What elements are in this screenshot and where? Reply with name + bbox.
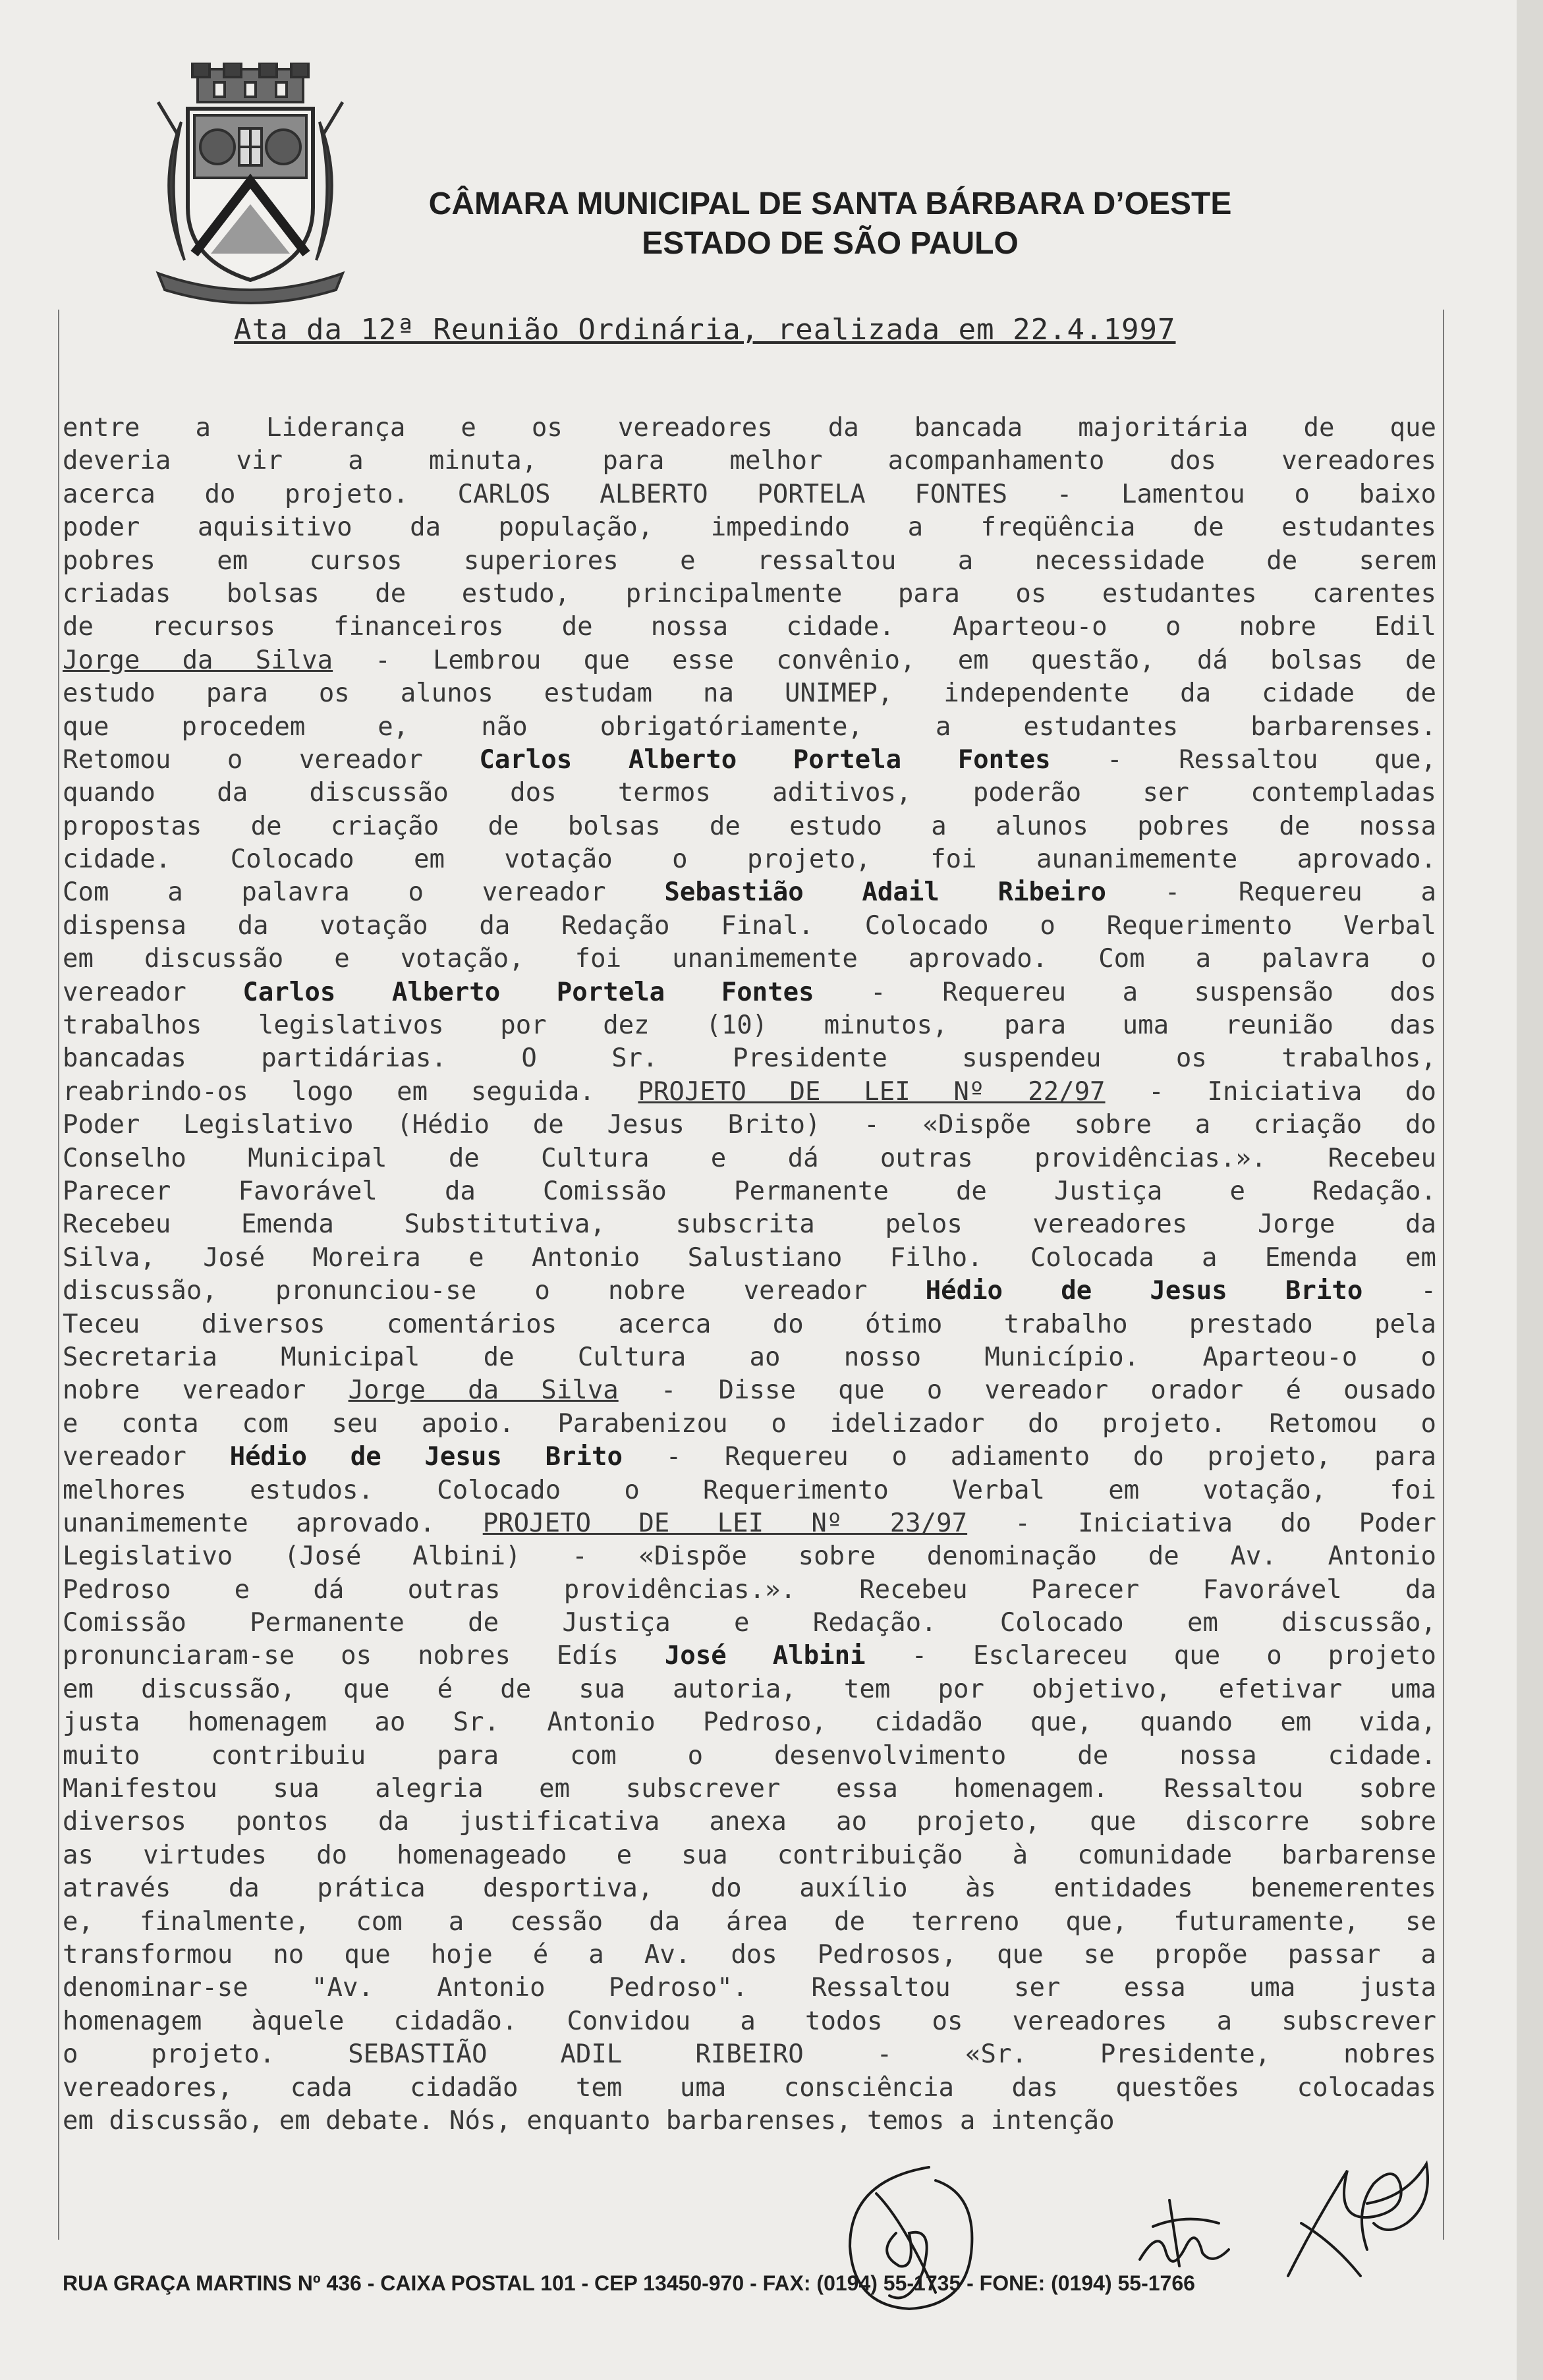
text-line: propostas de criação de bolsas de estudo a alunos pobres de nossa [63, 811, 1436, 841]
text-line: Comissão Permanente de Justiça e Redação. Colocado em discussão, [63, 1608, 1436, 1638]
bold-name: Sebastião Adail Ribeiro [664, 877, 1106, 908]
text-line: quando da discussão dos termos aditivos, poderão ser contempladas [63, 778, 1436, 808]
text-line: e, finalmente, com a cessão da área de terreno que, futuramente, se [63, 1906, 1436, 1937]
bold-name: Hédio de Jesus Brito [925, 1276, 1363, 1306]
underlined-term: PROJETO DE LEI Nº 23/97 [482, 1508, 968, 1538]
text-line: o projeto. SEBASTIÃO ADIL RIBEIRO - «Sr. Presidente, nobres [63, 2039, 1436, 2070]
text-line: Silva, José Moreira e Antonio Salustiano Filho. Colocada a Emenda em [63, 1242, 1436, 1273]
text-line: Parecer Favorável da Comissão Permanente de Justiça e Redação. [63, 1176, 1436, 1206]
text-line: denominar-se "Av. Antonio Pedroso". Ressaltou ser essa uma justa [63, 1973, 1436, 2003]
bold-name: José Albini [664, 1641, 866, 1671]
text-line: Retomou o vereador Carlos Alberto Portela Fontes - Ressaltou que, [63, 744, 1436, 775]
text-line: nobre vereador Jorge da Silva - Disse que o vereador orador é ousado [63, 1375, 1436, 1406]
state-name: ESTADO DE SÃO PAULO [642, 226, 1019, 261]
text-line: Secretaria Municipal de Cultura ao nosso Município. Aparteou-o o [63, 1342, 1436, 1372]
text-line: Jorge da Silva - Lembrou que esse convênio, em questão, dá bolsas de [63, 645, 1436, 675]
text-line: homenagem àquele cidadão. Convidou a todos os vereadores a subscrever [63, 2006, 1436, 2036]
text-line: que procedem e, não obrigatóriamente, a estudantes barbarenses. [63, 711, 1436, 742]
text-line: em discussão e votação, foi unanimemente aprovado. Com a palavra o [63, 944, 1436, 974]
text-line: justa homenagem ao Sr. Antonio Pedroso, cidadão que, quando em vida, [63, 1707, 1436, 1738]
text-line: melhores estudos. Colocado o Requerimento Verbal em votação, foi [63, 1475, 1436, 1505]
text-line: através da prática desportiva, do auxílio às entidades benemerentes [63, 1873, 1436, 1904]
chamber-name: CÂMARA MUNICIPAL DE SANTA BÁRBARA D’OESTE [428, 186, 1232, 221]
text-line: entre a Liderança e os vereadores da bancada majoritária de que [63, 413, 1436, 443]
text-line: pobres em cursos superiores e ressaltou a necessidade de serem [63, 545, 1436, 576]
text-line: de recursos financeiros de nossa cidade. Aparteou-o o nobre Edil [63, 612, 1436, 642]
footer-address: RUA GRAÇA MARTINS Nº 436 - CAIXA POSTAL 101 - CEP 13450-970 - FAX: (0194) 55-1735 - FONE: (0194) 55-1766 [63, 2271, 1195, 2295]
right-margin-rule [1443, 310, 1444, 2240]
text-line: transformou no que hoje é a Av. dos Pedrosos, que se propõe passar a [63, 1939, 1436, 1970]
text-line: Manifestou sua alegria em subscrever essa homenagem. Ressaltou sobre [63, 1774, 1436, 1804]
text-line: estudo para os alunos estudam na UNIMEP, independente da cidade de [63, 678, 1436, 709]
text-line: diversos pontos da justificativa anexa ao projeto, que discorre sobre [63, 1807, 1436, 1837]
text-line: cidade. Colocado em votação o projeto, foi aunanimemente aprovado. [63, 844, 1436, 875]
text-line: Teceu diversos comentários acerca do ótimo trabalho prestado pela [63, 1309, 1436, 1339]
text-line: Poder Legislativo (Hédio de Jesus Brito) - «Dispõe sobre a criação do [63, 1110, 1436, 1140]
underlined-term: PROJETO DE LEI Nº 22/97 [638, 1076, 1106, 1107]
bold-name: Carlos Alberto Portela Fontes [242, 977, 814, 1007]
text-line: Com a palavra o vereador Sebastião Adail Ribeiro - Requereu a [63, 877, 1437, 908]
text-line: deveria vir a minuta, para melhor acompanhamento dos vereadores [63, 446, 1436, 476]
text-line: dispensa da votação da Redação Final. Colocado o Requerimento Verbal [63, 910, 1436, 941]
text-line: em discussão, que é de sua autoria, tem por objetivo, efetivar uma [63, 1674, 1436, 1704]
bold-name: Hédio de Jesus Brito [229, 1442, 623, 1472]
signature-2 [1133, 2187, 1239, 2279]
text-line: muito contribuiu para com o desenvolvimento de nossa cidade. [63, 1740, 1436, 1771]
text-line: trabalhos legislativos por dez (10) minutos, para uma reunião das [63, 1010, 1436, 1041]
text-line: acerca do projeto. CARLOS ALBERTO PORTELA FONTES - Lamentou o baixo [63, 479, 1436, 509]
text-line: vereador Hédio de Jesus Brito - Requereu o adiamento do projeto, para [63, 1442, 1437, 1472]
minutes-title: Ata da 12ª Reunião Ordinária, realizada em 22.4.1997 [234, 313, 1176, 346]
text-line: em discussão, em debate. Nós, enquanto barbarenses, temos a intenção [63, 2105, 1115, 2136]
text-line: discussão, pronunciou-se o nobre vereador Hédio de Jesus Brito - [63, 1276, 1436, 1306]
text-line: Legislativo (José Albini) - «Dispõe sobre denominação de Av. Antonio [63, 1541, 1436, 1572]
text-line: Recebeu Emenda Substitutiva, subscrita pelos vereadores Jorge da [63, 1209, 1436, 1240]
text-line: bancadas partidárias. O Sr. Presidente suspendeu os trabalhos, [63, 1043, 1436, 1074]
text-line: Conselho Municipal de Cultura e dá outras providências.». Recebeu [63, 1143, 1436, 1173]
text-line: Pedroso e dá outras providências.». Recebeu Parecer Favorável da [63, 1574, 1436, 1605]
text-line: unanimemente aprovado. PROJETO DE LEI Nº 23/97 - Iniciativa do Poder [63, 1508, 1437, 1538]
city-coat-of-arms-icon [152, 63, 349, 306]
text-line: as virtudes do homenageado e sua contribuição à comunidade barbarense [63, 1840, 1436, 1870]
text-line: vereadores, cada cidadão tem uma consciência das questões colocadas [63, 2072, 1436, 2103]
text-line: pronunciaram-se os nobres Edís José Albini - Esclareceu que o projeto [63, 1641, 1436, 1671]
left-margin-rule [58, 310, 59, 2240]
bold-name: Carlos Alberto Portela Fontes [479, 744, 1051, 775]
signature-3 [1275, 2144, 1440, 2289]
text-line: e conta com seu apoio. Parabenizou o idelizador do projeto. Retomou o [63, 1408, 1436, 1439]
text-line: vereador Carlos Alberto Portela Fontes - Requereu a suspensão dos [63, 977, 1437, 1007]
minutes-body [63, 412, 1436, 2138]
underlined-term: Jorge da Silva [348, 1375, 619, 1406]
underlined-term: Jorge da Silva [63, 645, 333, 675]
page-edge [1517, 0, 1543, 2380]
text-line: criadas bolsas de estudo, principalmente para os estudantes carentes [63, 578, 1436, 609]
text-line: reabrindo-os logo em seguida. PROJETO DE LEI Nº 22/97 - Iniciativa do [63, 1076, 1437, 1107]
text-line: poder aquisitivo da população, impedindo a freqüência de estudantes [63, 512, 1436, 543]
